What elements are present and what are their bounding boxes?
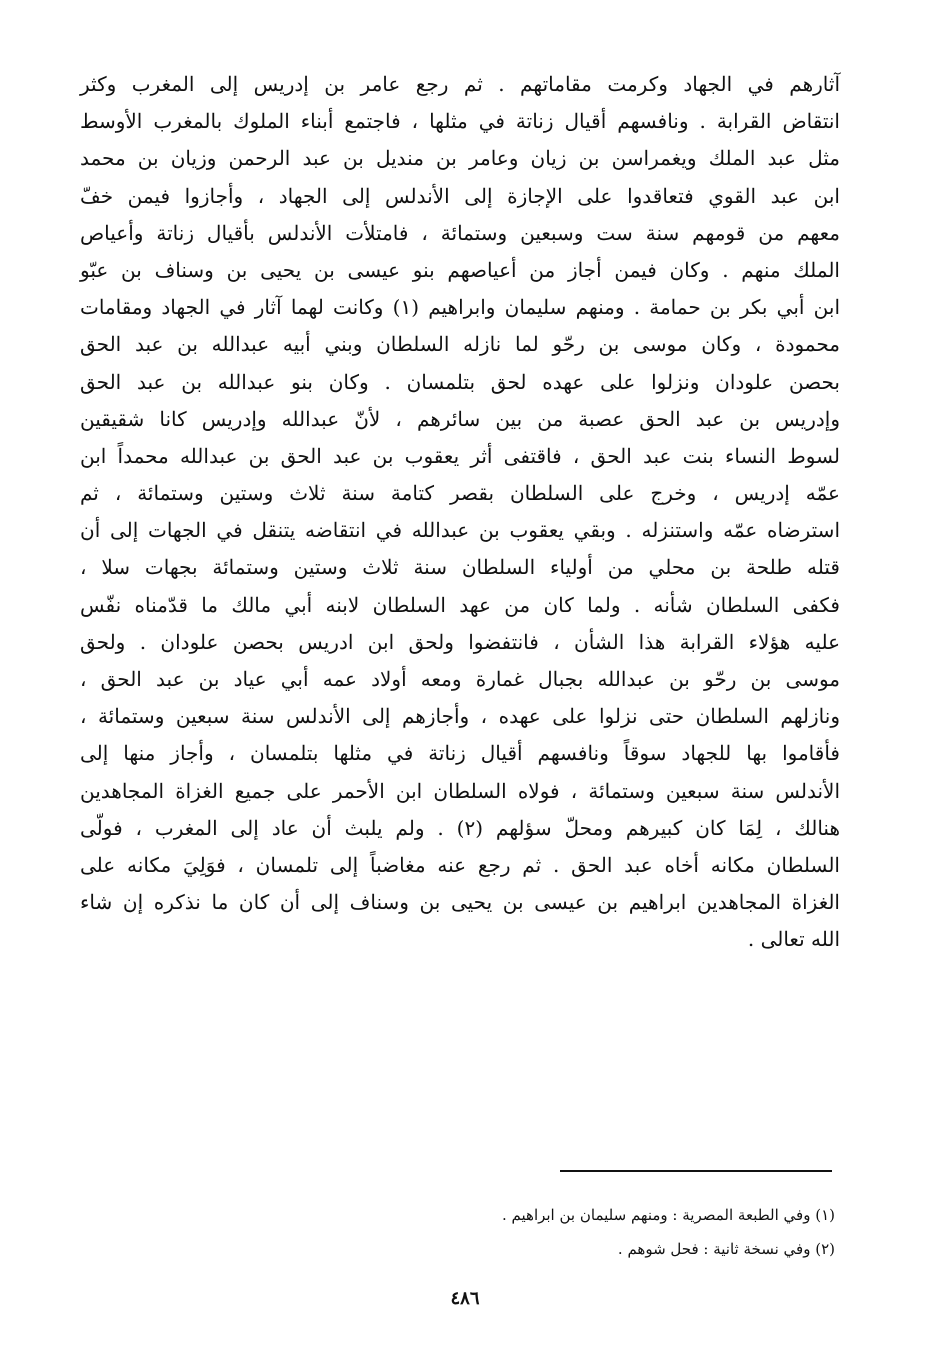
text-line: ونازلهم السلطان حتى نزلوا على عهده ، وأجازهم إلى الأندلس سنة سبعين وستمائة ، <box>80 704 840 729</box>
text-line: فكفى السلطان شأنه . ولما كان من عهد السلطان لابنه أبي مالك ما قدّمناه نفّس <box>80 592 840 617</box>
text-line: ابن أبي بكر بن حمامة . ومنهم سليمان وابراهيم (١) وكانت لهما آثار في الجهاد ومقامات <box>80 295 840 320</box>
text-line: محمودة ، وكان موسى بن رحّو لما نازله السلطان وبني أبيه عبدالله بن عبد الحق <box>80 332 840 357</box>
text-line: موسى بن رحّو بن عبدالله بجبال غمارة ومعه أولاد عمه أبي عياد بن عبد الحق ، <box>80 667 840 691</box>
text-line: هنالك ، لِمَا كان كبيرهم ومحلّ سؤلهم (٢) . ولم يلبث أن عاد إلى المغرب ، فولّى <box>80 815 841 840</box>
text-line: آثارهم في الجهاد وكرمت مقاماتهم . ثم رجع عامر بن إدريس إلى المغرب وكثر <box>80 72 840 96</box>
text-line: الأندلس سنة سبعين وستمائة ، فولاه السلطان ابن الأحمر على جميع الغزاة المجاهدين <box>80 778 840 803</box>
footnote-1: (١) وفي الطبعة المصرية : ومنهم سليمان بن ابراهيم . <box>501 1206 835 1224</box>
text-line: ابن عبد القوي فتعاقدوا على الإجازة إلى الأندلس إلى الجهاد ، وأجازوا فيمن خفّ <box>80 183 840 208</box>
text-line: انتقاض القرابة . ونافسهم أقيال زناتة في مثلها ، فاجتمع أبناء الملوك بالمغرب الأوسط <box>80 109 840 134</box>
text-line: الله تعالى . <box>747 927 840 952</box>
footnote-divider <box>560 1170 832 1172</box>
page-number: ٤٨٦ <box>450 1288 480 1309</box>
text-line: مثل عبد الملك ويغمراسن بن زيان وعامر بن منديل بن عبد الرحمن وزيان بن محمد <box>80 146 840 171</box>
text-line: قتله طلحة بن محلي من أولياء السلطان سنة ثلاث وستين وستمائة بجهات سلا ، <box>80 555 840 580</box>
footnotes <box>80 1198 835 1266</box>
text-line: بحصن علودان ونزلوا على عهده لحق بتلمسان . وكان بنو عبدالله بن عبد الحق <box>80 369 840 394</box>
text-line: السلطان مكانه أخاه عبد الحق . ثم رجع عنه مغاضباً إلى تلمسان ، فوَلِيَ مكانه على <box>80 852 840 877</box>
text-line: عمّه إدريس ، وخرج على السلطان بقصر كتامة سنة ثلاث وستين وستمائة ، ثم <box>80 481 840 506</box>
text-line: عليه هؤلاء القرابة هذا الشأن ، فانتفضوا ولحق ابن ادريس بحصن علودان . ولحق <box>80 629 840 654</box>
text-line: استرضاه عمّه واستنزله . وبقي يعقوب بن عبدالله في انتقاضه يتنقل في الجهات إلى أن <box>80 518 840 543</box>
text-line: معهم من قومهم سنة ست وسبعين وستمائة ، فامتلأت الأندلس بأقيال زناتة وأعياص <box>80 220 840 245</box>
main-text <box>80 66 840 959</box>
text-line: وإدريس بن عبد الحق عصبة من بين سائرهم ، لأنّ عبدالله وإدريس كانا شقيقين <box>80 406 840 431</box>
text-line: الغزاة المجاهدين ابراهيم بن عيسى بن يحيى بن وسناف إلى أن كان ما نذكره إن شاء <box>80 890 840 915</box>
text-line: الملك منهم . وكان فيمن أجاز من أعياصهم بنو عيسى بن يحيى بن وسناف بن عبّو <box>80 257 840 282</box>
footnote-2: (٢) وفي نسخة ثانية : فحل شوهم . <box>617 1240 835 1258</box>
text-line: فأقاموا بها للجهاد سوقاً ونافسهم أقيال زناتة في مثلها بتلمسان ، وأجاز منها إلى <box>80 741 840 766</box>
text-line: لسوط النساء بنت عبد الحق ، فاقتفى أثر يعقوب بن عبد الحق بن عبدالله محمداً ابن <box>80 443 840 468</box>
